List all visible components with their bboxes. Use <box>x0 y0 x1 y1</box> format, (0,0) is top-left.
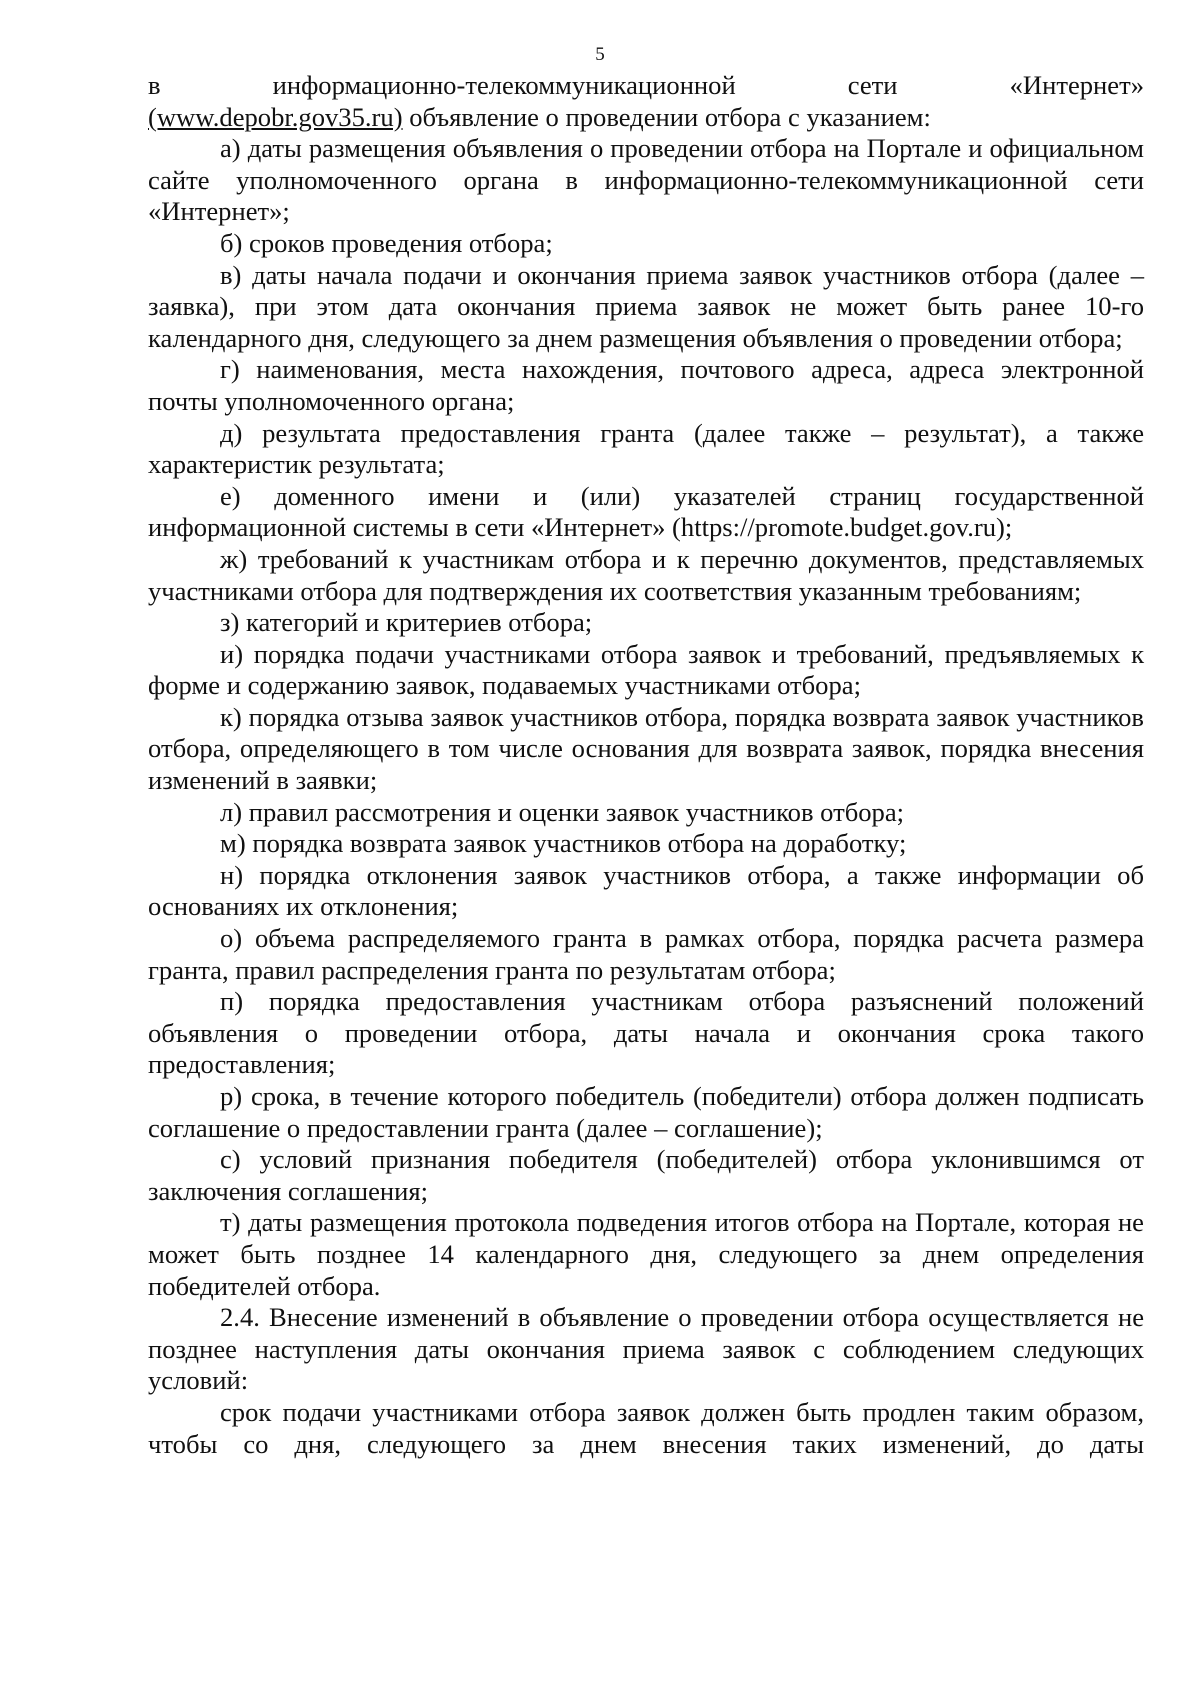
list-item-d: д) результата предоставления гранта (далее также – результат), а также характеристик результата; <box>148 417 1144 480</box>
final-paragraph: срок подачи участниками отбора заявок должен быть продлен таким образом, чтобы со дня, следующего за днем внесения таких изменений, до даты <box>148 1396 1144 1459</box>
list-item-z: з) категорий и критериев отбора; <box>220 607 593 638</box>
list-item-o: о) объема распределяемого гранта в рамках отбора, порядка расчета размера гранта, правил распределения гранта по результатам отбора; <box>148 923 1144 985</box>
list-item-m: м) порядка возврата заявок участников отбора на доработку; <box>220 828 907 859</box>
section-2-4: 2.4. Внесение изменений в объявление о проведении отбора осуществляется не позднее наступления даты окончания приема заявок с соблюдением следующих условий: <box>148 1302 1144 1396</box>
list-item-i: и) порядка подачи участниками отбора заявок и требований, предъявляемых к форме и содержанию заявок, подаваемых участниками отбора; <box>148 638 1144 701</box>
list-item-a: а) даты размещения объявления о проведении отбора на Портале и официальном сайте уполномоченного органа в информационно-телекоммуникационной сети «Интернет»; <box>148 133 1144 227</box>
list-item-g: г) наименования, места нахождения, почтового адреса, адреса электронной почты уполномоченного органа; <box>148 354 1144 416</box>
list-item-l: л) правил рассмотрения и оценки заявок участников отбора; <box>220 796 905 827</box>
website-link[interactable]: (www.depobr.gov35.ru) <box>148 101 403 132</box>
list-item-b: б) сроков проведения отбора; <box>220 227 553 258</box>
list-item-k: к) порядка отзыва заявок участников отбора, порядка возврата заявок участников отбора, определяющего в том числе основания для возврата заявок, порядка внесения изменений в заявки; <box>148 701 1144 796</box>
list-item-r: р) срока, в течение которого победитель (победители) отбора должен подписать соглашение о предоставлении гранта (далее – соглашение); <box>148 1081 1144 1143</box>
intro-rest: объявление о проведении отбора с указанием: <box>402 101 931 132</box>
list-item-zh: ж) требований к участникам отбора и к перечню документов, представляемых участниками отбора для подтверждения их соответствия указанным требованиям; <box>148 543 1144 606</box>
list-item-v: в) даты начала подачи и окончания приема заявок участников отбора (далее – заявка), при этом дата окончания приема заявок не может быть ранее 10-го календарного дня, следующего за днем размещения объявления о проведении отбора; <box>148 259 1144 353</box>
list-item-p: п) порядка предоставления участникам отбора разъяснений положений объявления о проведении отбора, даты начала и окончания срока такого предоставления; <box>148 986 1144 1080</box>
list-item-s: с) условий признания победителя (победителей) отбора уклонившимся от заключения соглашения; <box>148 1144 1144 1206</box>
list-item-t: т) даты размещения протокола подведения итогов отбора на Портале, которая не может быть позднее 14 календарного дня, следующего за днем определения победителей отбора. <box>148 1207 1144 1301</box>
intro-continuation <box>148 102 1144 134</box>
document-body <box>148 70 1144 1460</box>
intro-line: в информационно-телекоммуникационной сети «Интернет» <box>148 70 1144 100</box>
page-number: 5 <box>595 44 605 65</box>
list-item-e: е) доменного имени и (или) указателей страниц государственной информационной системы в сети «Интернет» (https://promote.budget.gov.ru); <box>148 480 1144 543</box>
list-item-n: н) порядка отклонения заявок участников отбора, а также информации об основаниях их отклонения; <box>148 859 1144 922</box>
